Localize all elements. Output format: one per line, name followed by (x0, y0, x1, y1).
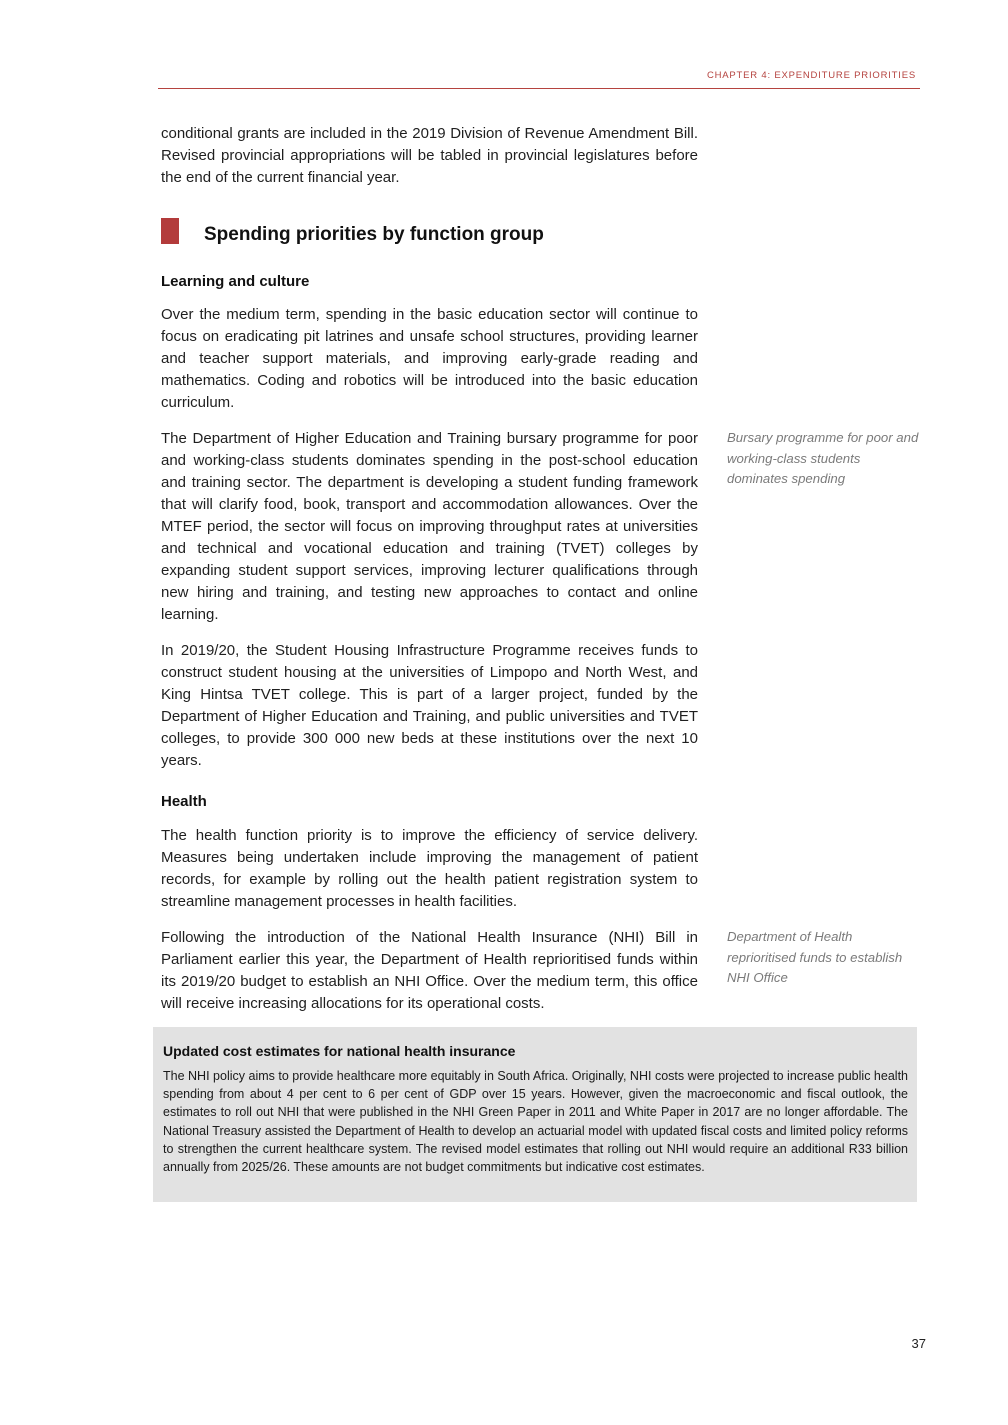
learning-paragraph-2-block (161, 428, 698, 626)
learning-culture-heading-block (161, 273, 698, 290)
learning-paragraph-1-block (161, 304, 698, 414)
running-header: CHAPTER 4: EXPENDITURE PRIORITIES (706, 70, 916, 81)
learning-paragraph-2: The Department of Higher Education and Training bursary programme for poor and working-class students dominates spending in the post-school education and training sector. The department is developing a student funding framework that will clarify food, book, transport and accommodation allowances. Over the MTEF period, the sector will focus on improving throughput rates at universities and technical and vocational education and training (TVET) colleges by expanding student support services, improving lecturer qualifications through new hiring and training, and testing new approaches to contact and online learning. (161, 430, 698, 623)
nhi-cost-box (153, 1027, 917, 1202)
box-text: The NHI policy aims to provide healthcare more equitably in South Africa. Originally, NHI costs were projected to increase public health spending from about 4 per cent to 6 per cent of GDP over 15 years. However, given the macroeconomic and fiscal outlook, the estimates to roll out NHI that were published in the NHI Green Paper in 2011 and White Paper in 2017 are no longer affordable. The National Treasury assisted the Department of Health to develop an actuarial model with updated fiscal costs and limited policy reforms to strengthen the current healthcare system. The revised model estimates that rolling out NHI would require an additional R33 billion annually from 2025/26. These amounts are not budget commitments but indicative cost estimates. (163, 1069, 908, 1175)
health-heading-block (161, 793, 698, 810)
section-marker (161, 218, 179, 244)
health-paragraph-2-block (161, 927, 698, 1015)
health-paragraph-1: The health function priority is to improve the efficiency of service delivery. Measures being undertaken include improving the management of patient records, for example by rolling out the health patient registration system to streamline management processes in health facilities. (161, 827, 698, 910)
intro-block (161, 123, 698, 189)
health-paragraph-2: Following the introduction of the National Health Insurance (NHI) Bill in Parliament earlier this year, the Department of Health reprioritised funds within its 2019/20 budget to establish an NHI Office. Over the medium term, this office will receive increasing allocations for its operational costs. (161, 929, 698, 1012)
page-number: 37 (911, 1336, 926, 1351)
learning-paragraph-3-block (161, 640, 698, 772)
section-heading (161, 218, 721, 246)
learning-paragraph-1: Over the medium term, spending in the basic education sector will continue to focus on eradicating pit latrines and unsafe school structures, providing learner and teacher support materials, and improving early-grade reading and mathematics. Coding and robotics will be introduced into the basic education curriculum. (161, 306, 698, 411)
health-heading: Health (161, 793, 207, 810)
health-paragraph-1-block (161, 825, 698, 913)
header-rule (158, 88, 920, 89)
learning-culture-heading: Learning and culture (161, 273, 310, 290)
section-title: Spending priorities by function group (204, 224, 544, 245)
learning-paragraph-3: In 2019/20, the Student Housing Infrastructure Programme receives funds to construct student housing at the universities of Limpopo and North West, and King Hintsa TVET college. This is part of a larger project, funded by the Department of Higher Education and Training, and public universities and TVET colleges, to provide 300 000 new beds at these institutions over the next 10 years. (161, 642, 698, 769)
margin-note-bursary: Bursary programme for poor and working-class students dominates spending (727, 430, 919, 486)
intro-paragraph: conditional grants are included in the 2019 Division of Revenue Amendment Bill. Revised provincial appropriations will be tabled in provincial legislatures before the end of the current financial year. (161, 125, 698, 186)
margin-note-nhi-office: Department of Health reprioritised funds to establish NHI Office (727, 929, 903, 985)
box-title: Updated cost estimates for national health insurance (163, 1043, 516, 1059)
